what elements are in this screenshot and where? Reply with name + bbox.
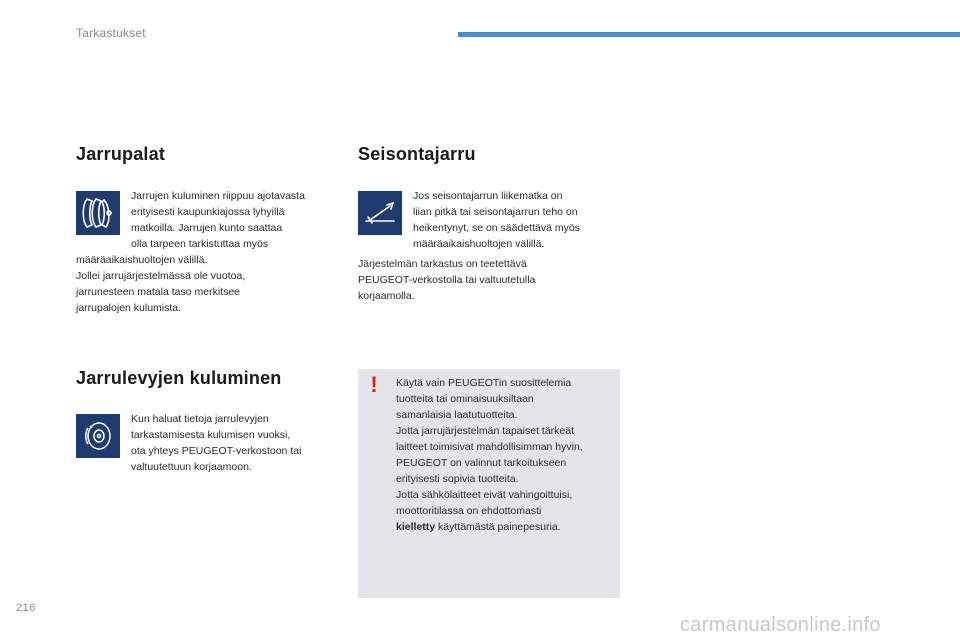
text-line: määräaikaishuoltojen välillä. xyxy=(413,238,545,250)
parking-brake-heading: Seisontajarru xyxy=(358,144,476,164)
text-line: Kun haluat tietoja jarrulevyjen xyxy=(131,413,269,425)
text-line: moottoritilassa on ehdottomasti xyxy=(396,505,542,517)
text-line: Jarrujen kuluminen riippuu ajotavasta xyxy=(131,190,305,202)
text-line: ota yhteys PEUGEOT-verkostoon tai xyxy=(131,445,302,457)
text-line: Jotta jarrujärjestelmän tapaiset tärkeät xyxy=(396,425,575,437)
page-number: 216 xyxy=(16,602,36,614)
text-line: Käytä vain PEUGEOTin suosittelemia xyxy=(396,377,572,389)
text-line: liian pitkä tai seisontajarrun teho on xyxy=(413,206,578,218)
text-line: PEUGEOT-verkostolla tai valtuutetulla xyxy=(358,274,536,286)
brake-pads-heading: Jarrupalat xyxy=(76,144,166,164)
text-line: Järjestelmän tarkastus on teetettävä xyxy=(358,258,527,270)
text-line: määräaikaishuoltojen välillä. xyxy=(76,254,208,266)
parking-brake-text-continued xyxy=(358,256,628,304)
text-fragment: käyttämästä painepesuria. xyxy=(435,521,561,533)
text-line: erityisesti sopivia tuotteita. xyxy=(396,473,519,485)
text-line: samanlaisia laatutuotteita. xyxy=(396,409,518,421)
text-line: matkoilla. Jarrujen kunto saattaa xyxy=(131,222,283,234)
page-section-title: Tarkastukset xyxy=(76,26,146,40)
text-line: jarrunesteen matala taso merkitsee xyxy=(76,286,240,298)
header-accent-bar xyxy=(458,32,960,37)
text-line: jarrupalojen kulumista. xyxy=(76,302,182,314)
text-line: olla tarpeen tarkistuttaa myös xyxy=(131,238,269,250)
emphasis-word: kielletty xyxy=(396,521,436,533)
brake-disc-icon xyxy=(76,414,120,458)
text-line: heikentynyt, se on säädettävä myös xyxy=(413,222,580,234)
brake-pads-icon xyxy=(76,191,120,235)
text-line: Jollei jarrujärjestelmässä ole vuotoa, xyxy=(76,270,246,282)
text-line: Jos seisontajarrun liikematka on xyxy=(413,190,563,202)
text-line: PEUGEOT on valinnut tarkoitukseen xyxy=(396,457,567,469)
brake-discs-heading: Jarrulevyjen kuluminen xyxy=(76,368,282,388)
text-line: valtuutettuun korjaamoon. xyxy=(131,461,252,473)
text-line: erityisesti kaupunkiajossa lyhyillä xyxy=(131,206,285,218)
parking-brake-icon xyxy=(358,191,402,235)
watermark: carmanualsonline.info xyxy=(680,614,881,636)
text-line: tuotteita tai ominaisuuksiltaan xyxy=(396,393,534,405)
text-line xyxy=(396,519,616,535)
text-line: tarkastamisesta kulumisen vuoksi, xyxy=(131,429,291,441)
text-line: korjaamolla. xyxy=(358,290,415,302)
parking-brake-text xyxy=(413,188,623,252)
text-line: Jotta sähkölaitteet eivät vahingoittuisi, xyxy=(396,489,573,501)
warning-text xyxy=(396,375,616,535)
brake-pads-text xyxy=(131,188,341,252)
brake-pads-text-continued xyxy=(76,252,346,316)
text-line: laitteet toimisivat mahdollisimman hyvin, xyxy=(396,441,583,453)
warning-exclamation-icon: ! xyxy=(370,372,378,397)
brake-discs-text xyxy=(131,411,346,475)
